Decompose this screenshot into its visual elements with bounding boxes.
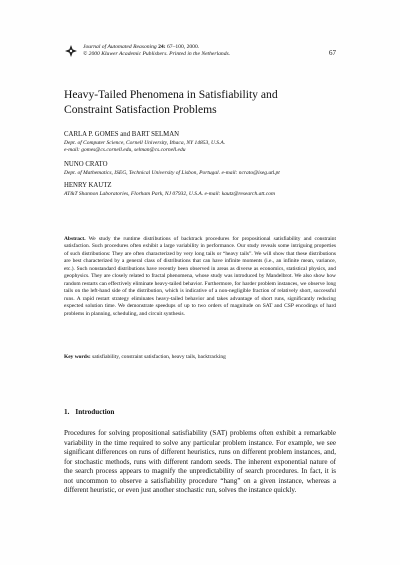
author-block-1 [64, 131, 344, 154]
author-names: HENRY KAUTZ [64, 182, 112, 189]
journal-pages: 67–100, 2000. [166, 44, 200, 50]
section-heading [64, 408, 114, 416]
author-email: e-mail: gomes@cs.cornell.edu, selman@cs.cornell.edu [64, 146, 186, 153]
page-number: 67 [329, 49, 336, 57]
author-affiliation: Dept. of Mathematics, ISEG, Technical University of Lisbon, Portugal. e-mail: ncrato@iseg.utl.pt [64, 169, 280, 176]
section-number: 1. [64, 408, 70, 416]
author-block-3 [64, 182, 344, 198]
keywords-text: satisfiability, constraint satisfaction, heavy tails, backtracking [92, 354, 226, 360]
copyright-line: © 2000 Kluwer Academic Publishers. Printed in the Netherlands. [83, 51, 231, 58]
author-names: NUNO CRATO [64, 161, 108, 168]
title-line-2: Constraint Satisfaction Problems [64, 103, 217, 116]
keywords [64, 354, 336, 361]
section-title: Introduction [75, 408, 115, 416]
paper-title [64, 87, 344, 117]
title-line-1: Heavy-Tailed Phenomena in Satisfiability and [64, 88, 278, 101]
abstract-label: Abstract. [64, 236, 86, 242]
journal-header [83, 44, 313, 59]
publisher-logo-icon [64, 44, 78, 58]
abstract-text: We study the runtime distributions of backtrack procedures for propositional satisfiability and constraint satisfaction. Such procedures often exhibit a large variability in performance. Our study reveals some intriguing properties of such distributions: They are often characterized by very long tails or “heavy tails”. We will show that these distributions are best characterized by a general class of distributions that can have infinite moments (i.e., an infinite mean, variance, etc.). Such nonstandard distributions have recently been observed in areas as diverse as economics, statistical physics, and geophysics. They are closely related to fractal phenomena, whose study was introduced by Mandelbrot. We also show how random restarts can effectively eliminate heavy-tailed behavior. Furthermore, for harder problem instances, we observe long tails on the left-hand side of the distribution, which is indicative of a non-negligible fraction of relatively short, successful runs. A rapid restart strategy eliminates heavy-tailed behavior and takes advantage of short runs, significantly reducing expected solution time. We demonstrate speedups of up to two orders of magnitude on SAT and CSP encodings of hard problems in planning, scheduling, and circuit synthesis. [64, 236, 336, 317]
author-names: CARLA P. GOMES and BART SELMAN [64, 131, 180, 138]
intro-paragraph: Procedures for solving propositional satisfiability (SAT) problems often exhibit a remarkable variability in the time required to solve any particular problem instance. For example, we see significant differences on runs of different heuristics, runs on different problem instances, and, for stochastic methods, runs with different random seeds. The inherent exponential nature of the search process appears to magnify the unpredictability of search procedures. In fact, it is not uncommon to observe a satisfiability procedure “hang” on a given instance, whereas a different heuristic, or even just another stochastic run, solves the instance quickly. [64, 429, 336, 495]
author-affiliation: Dept. of Computer Science, Cornell University, Ithaca, NY 14853, U.S.A. [64, 139, 226, 146]
journal-name: Journal of Automated Reasoning [83, 44, 157, 50]
journal-volume: 24: [158, 44, 166, 50]
abstract [64, 236, 336, 318]
author-affiliation: AT&T Shannon Laboratories, Florham Park, NJ 07932, U.S.A. e-mail: kautz@research.att.com [64, 190, 275, 197]
author-block-2 [64, 161, 344, 177]
keywords-label: Key words: [64, 354, 91, 360]
